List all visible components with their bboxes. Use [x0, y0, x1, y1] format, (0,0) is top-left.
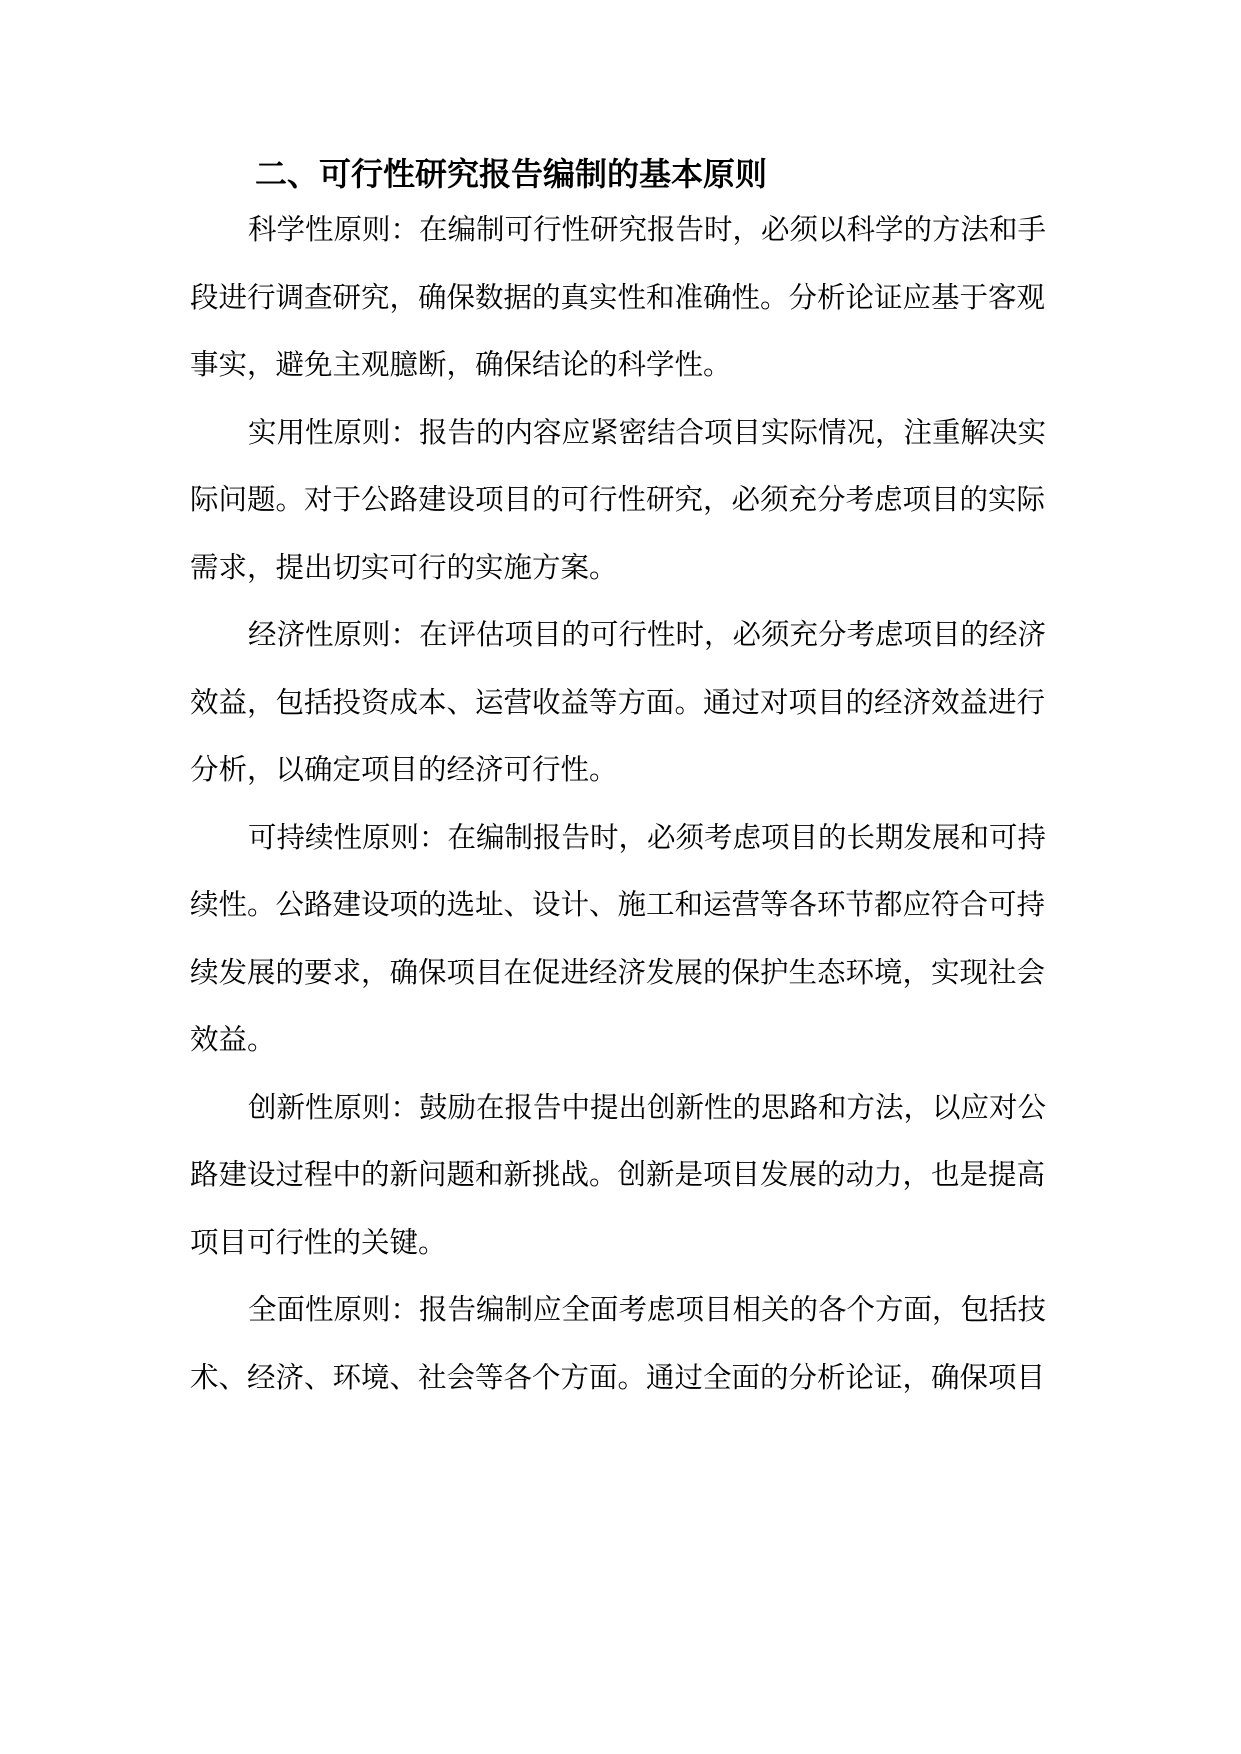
paragraph-line: 段进行调查研究，确保数据的真实性和准确性。分析论证应基于客观 [190, 281, 1046, 314]
paragraph-line: 事实，避免主观臆断，确保结论的科学性。 [190, 348, 732, 381]
paragraph-line: 路建设过程中的新问题和新挑战。创新是项目发展的动力，也是提高 [190, 1158, 1046, 1191]
paragraph-line: 需求，提出切实可行的实施方案。 [190, 551, 618, 584]
paragraph-line: 实用性原则：报告的内容应紧密结合项目实际情况，注重解决实 [248, 416, 1047, 449]
paragraph-line: 经济性原则：在评估项目的可行性时，必须充分考虑项目的经济 [248, 618, 1047, 651]
section-heading: 二、可行性研究报告编制的基本原则 [255, 155, 768, 193]
paragraph-line: 续性。公路建设项的选址、设计、施工和运营等各环节都应符合可持 [190, 888, 1046, 921]
paragraph-line: 全面性原则：报告编制应全面考虑项目相关的各个方面，包括技 [248, 1293, 1047, 1326]
paragraph-line: 分析，以确定项目的经济可行性。 [190, 753, 618, 786]
paragraph-line: 续发展的要求，确保项目在促进经济发展的保护生态环境，实现社会 [190, 956, 1046, 989]
paragraph-line: 效益。 [190, 1023, 276, 1056]
paragraph-line: 可持续性原则：在编制报告时，必须考虑项目的长期发展和可持 [248, 821, 1047, 854]
paragraph-line: 项目可行性的关键。 [190, 1226, 447, 1259]
paragraph-line: 术、经济、环境、社会等各个方面。通过全面的分析论证，确保项目 [190, 1361, 1046, 1394]
paragraph-line: 创新性原则：鼓励在报告中提出创新性的思路和方法，以应对公 [248, 1091, 1047, 1124]
paragraph-line: 效益，包括投资成本、运营收益等方面。通过对项目的经济效益进行 [190, 686, 1046, 719]
paragraph-line: 科学性原则：在编制可行性研究报告时，必须以科学的方法和手 [248, 213, 1047, 246]
paragraph-line: 际问题。对于公路建设项目的可行性研究，必须充分考虑项目的实际 [190, 483, 1046, 516]
